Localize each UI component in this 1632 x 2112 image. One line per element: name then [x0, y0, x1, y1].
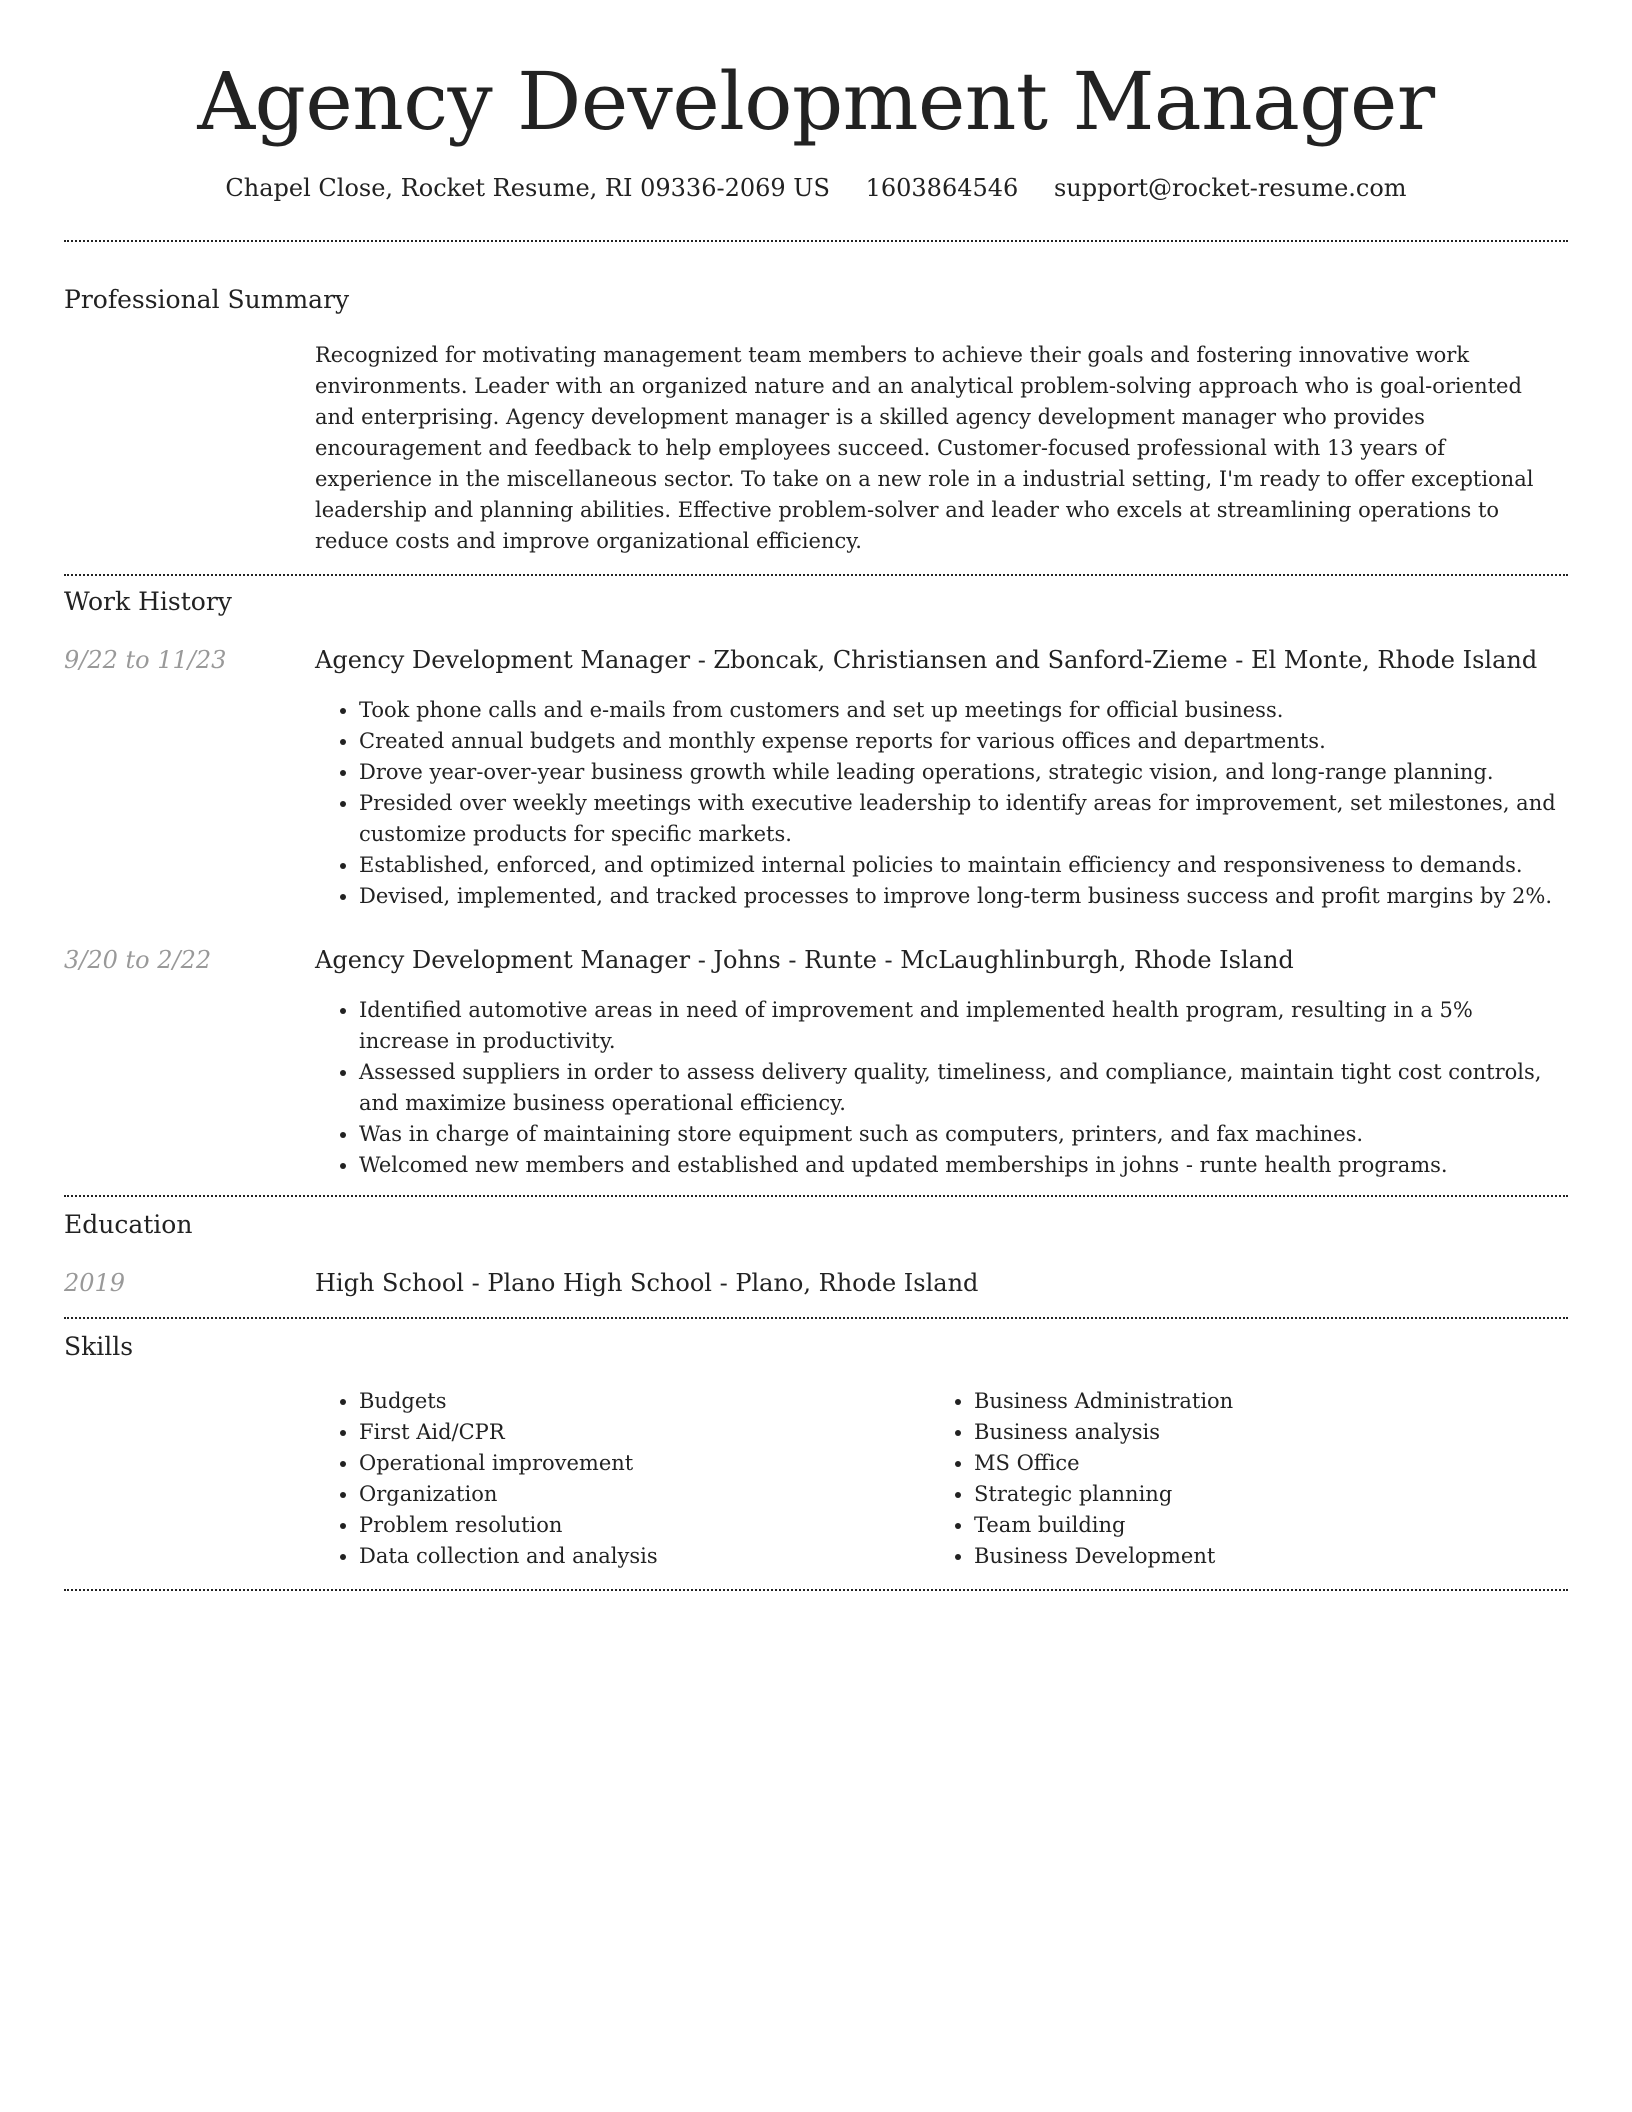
list-item: • Budgets [359, 1386, 658, 1417]
list-item: • Strategic planning [974, 1479, 1233, 1510]
summary-heading: Professional Summary [64, 285, 350, 314]
list-item: • Devised, implemented, and tracked processes to improve long-term business success and profit margins by 2%. [359, 881, 1568, 912]
list-item: • Welcomed new members and established and updated memberships in johns - runte health programs. [359, 1150, 1568, 1181]
skills-heading: Skills [64, 1332, 134, 1361]
list-item: • Business analysis [974, 1417, 1233, 1448]
education-year: 2019 [64, 1269, 126, 1297]
job-bullets [315, 695, 1568, 912]
list-item: • Took phone calls and e-mails from customers and set up meetings for official business. [359, 695, 1568, 726]
job-title: Agency Development Manager - Johns - Runte - McLaughlinburgh, Rhode Island [315, 946, 1294, 974]
list-item: • Data collection and analysis [359, 1541, 658, 1572]
list-item: • Business Administration [974, 1386, 1233, 1417]
section-divider [64, 574, 1568, 576]
list-item: • Created annual budgets and monthly expense reports for various offices and departments. [359, 726, 1568, 757]
job-title: Agency Development Manager - Zboncak, Christiansen and Sanford-Zieme - El Monte, Rhode Island [315, 646, 1538, 674]
contact-phone: 1603864546 [865, 174, 1019, 202]
list-item: • Established, enforced, and optimized internal policies to maintain efficiency and responsiveness to demands. [359, 850, 1568, 881]
section-divider [64, 1195, 1568, 1197]
job-dates: 3/20 to 2/22 [64, 946, 212, 974]
list-item: • Identified automotive areas in need of improvement and implemented health program, resulting in a 5% increase in productivity. [359, 995, 1568, 1057]
work-history-heading: Work History [64, 587, 232, 616]
list-item: • Presided over weekly meetings with executive leadership to identify areas for improvement, set milestones, and customize products for specific markets. [359, 788, 1568, 850]
job-dates: 9/22 to 11/23 [64, 646, 227, 674]
section-divider [64, 1589, 1568, 1591]
skills-list-right [930, 1386, 1233, 1572]
candidate-name: Agency Development Manager [197, 55, 1435, 148]
contact-email: support@rocket-resume.com [1053, 174, 1407, 202]
job-bullets [315, 995, 1568, 1181]
list-item: • Assessed suppliers in order to assess delivery quality, timeliness, and compliance, maintain tight cost controls, and maximize business operational efficiency. [359, 1057, 1568, 1119]
list-item: • Problem resolution [359, 1510, 658, 1541]
list-item: • Organization [359, 1479, 658, 1510]
list-item: • Drove year-over-year business growth while leading operations, strategic vision, and long-range planning. [359, 757, 1568, 788]
list-item: • Team building [974, 1510, 1233, 1541]
list-item: • First Aid/CPR [359, 1417, 658, 1448]
list-item: • MS Office [974, 1448, 1233, 1479]
section-divider [64, 1317, 1568, 1319]
education-heading: Education [64, 1210, 193, 1239]
list-item: • Was in charge of maintaining store equipment such as computers, printers, and fax machines. [359, 1119, 1568, 1150]
list-item: • Business Development [974, 1541, 1233, 1572]
education-title: High School - Plano High School - Plano, Rhode Island [315, 1269, 979, 1297]
section-divider [64, 240, 1568, 242]
contact-line [64, 168, 1568, 208]
contact-address: Chapel Close, Rocket Resume, RI 09336-2069 US [225, 174, 830, 202]
list-item: • Operational improvement [359, 1448, 658, 1479]
summary-text: Recognized for motivating management team members to achieve their goals and fostering innovative work environments. Leader with an organized nature and an analytical problem-solving approach who is goal-oriented and enterprising. Agency development manager is a skilled agency development manager who provides encouragement and feedback to help employees succeed. Customer-focused professional with 13 years of experience in the miscellaneous sector. To take on a new role in a industrial setting, I'm ready to offer exceptional leadership and planning abilities. Effective problem-solver and leader who excels at streamlining operations to reduce costs and improve organizational efficiency. [315, 343, 1534, 553]
skills-list-left [315, 1386, 658, 1572]
